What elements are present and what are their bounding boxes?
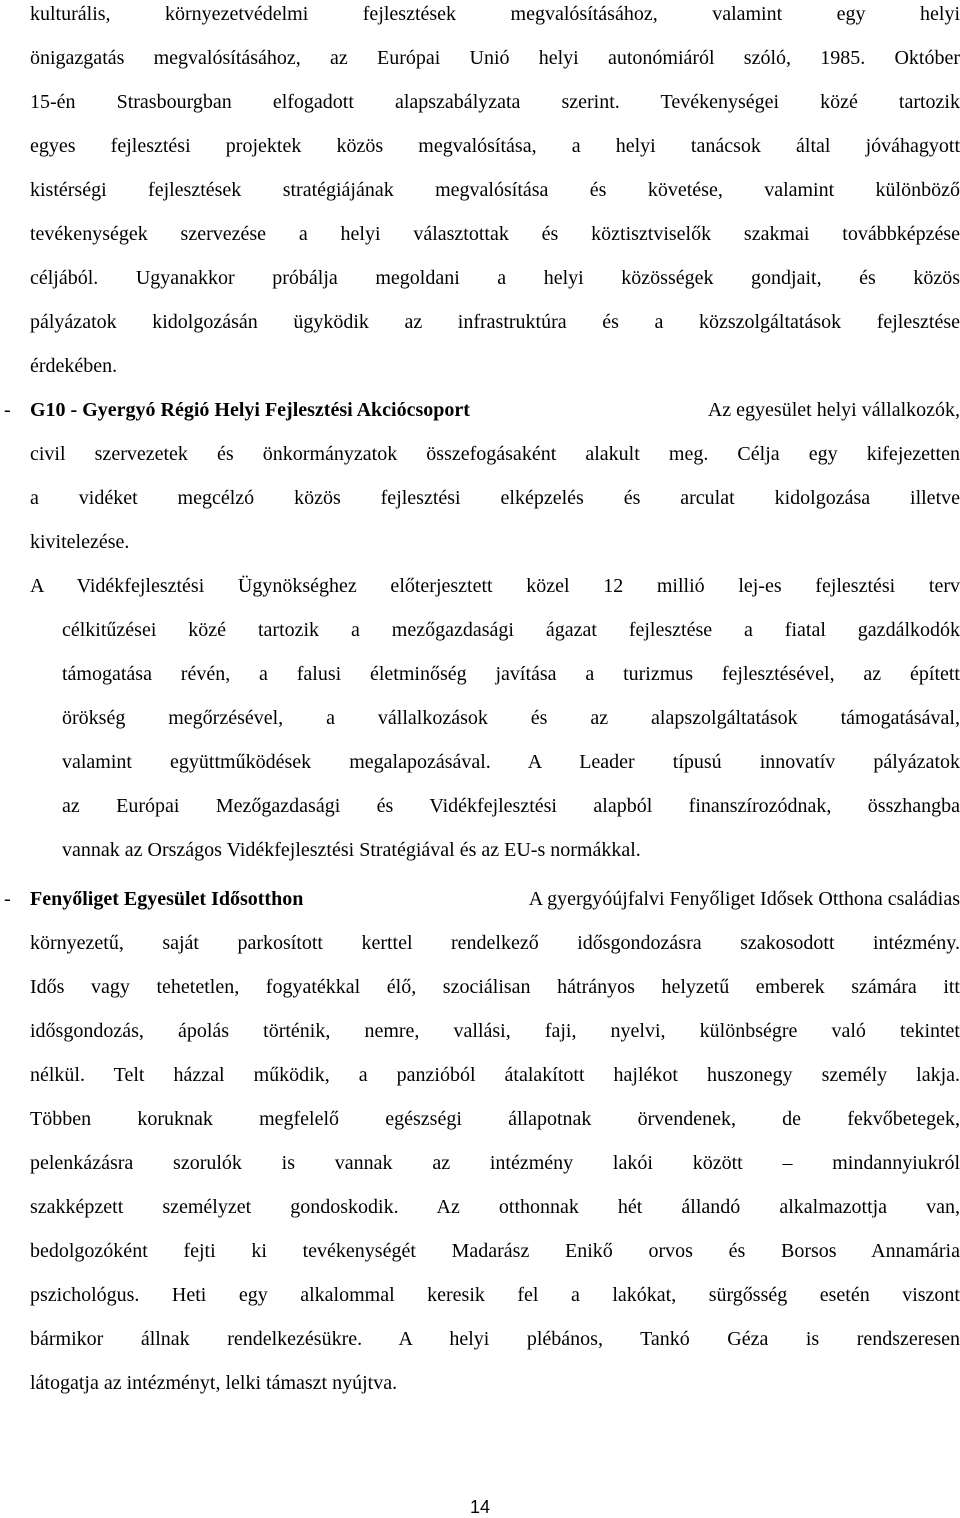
- text-line: valamint együttműködések megalapozásával. A Leader típusú innovatív pályázatok: [62, 751, 960, 773]
- text-line: civil szervezetek és önkormányzatok összefogásaként alakult meg. Célja egy kifejezetten: [30, 443, 960, 465]
- text-line: önigazgatás megvalósításához, az Európai Unió helyi autonómiáról szóló, 1985. Október: [30, 47, 960, 69]
- text-line: bedolgozóként fejti ki tevékenységét Madarász Enikő orvos és Borsos Annamária: [30, 1240, 960, 1262]
- item-title: Fenyőliget Egyesület Idősotthon: [30, 888, 304, 910]
- text-line: az Európai Mezőgazdasági és Vidékfejlesztési alapból finanszírozódnak, összhangba: [62, 795, 960, 817]
- text-line: A Vidékfejlesztési Ügynökséghez előterjesztett közel 12 millió lej-es fejlesztési terv: [30, 575, 960, 597]
- text-line: Többen koruknak megfelelő egészségi állapotnak örvendenek, de fekvőbetegek,: [30, 1108, 960, 1130]
- list-dash: -: [4, 888, 11, 910]
- text-line: kistérségi fejlesztések stratégiájának megvalósítása és követése, valamint különböző: [30, 179, 960, 201]
- text-line: egyes fejlesztési projektek közös megvalósítása, a helyi tanácsok által jóváhagyott: [30, 135, 960, 157]
- text-line: céljából. Ugyanakkor próbálja megoldani a helyi közösségek gondjait, és közös: [30, 267, 960, 289]
- text-line: kivitelezése.: [30, 531, 130, 553]
- text-line: támogatása révén, a falusi életminőség javítása a turizmus fejlesztésével, az épített: [62, 663, 960, 685]
- text-line: [30, 398, 960, 422]
- text-line: [30, 887, 960, 911]
- text-line: környezetű, saját parkosított kerttel rendelkező idősgondozásra szakosodott intézmény.: [30, 932, 960, 954]
- list-dash: -: [4, 399, 11, 421]
- text-line: nélkül. Telt házzal működik, a panzióból átalakított hajlékot huszonegy személy lakja.: [30, 1064, 960, 1086]
- item-title: G10 - Gyergyó Régió Helyi Fejlesztési Akciócsoport: [30, 399, 470, 421]
- item-text: A gyergyóújfalvi Fenyőliget Idősek Otthona családias: [528, 888, 960, 910]
- text-line: érdekében.: [30, 355, 118, 377]
- text-line: pelenkázásra szorulók is vannak az intézmény lakói között – mindannyiukról: [30, 1152, 960, 1174]
- page-number: 14: [469, 1497, 491, 1517]
- text-line: pszichológus. Heti egy alkalommal keresik fel a lakókat, sürgősség esetén viszont: [30, 1284, 960, 1306]
- text-line: célkitűzései közé tartozik a mezőgazdasági ágazat fejlesztése a fiatal gazdálkodók: [62, 619, 960, 641]
- text-line: örökség megőrzésével, a vállalkozások és az alapszolgáltatások támogatásával,: [62, 707, 960, 729]
- text-line: 15-én Strasbourgban elfogadott alapszabályzata szerint. Tevékenységei közé tartozik: [30, 91, 960, 113]
- text-line: vannak az Országos Vidékfejlesztési Stratégiával és az EU-s normákkal.: [62, 839, 641, 861]
- text-line: a vidéket megcélzó közös fejlesztési elképzelés és arculat kidolgozása illetve: [30, 487, 960, 509]
- text-line: bármikor állnak rendelkezésükre. A helyi plébános, Tankó Géza is rendszeresen: [30, 1328, 960, 1350]
- text-line: pályázatok kidolgozásán ügyködik az infrastruktúra és a közszolgáltatások fejlesztése: [30, 311, 960, 333]
- text-line: látogatja az intézményt, lelki támaszt nyújtva.: [30, 1372, 398, 1394]
- text-line: tevékenységek szervezése a helyi választottak és köztisztviselők szakmai továbbképzése: [30, 223, 960, 245]
- text-line: Idős vagy tehetetlen, fogyatékkal élő, szociálisan hátrányos helyzetű emberek számára itt: [30, 976, 960, 998]
- item-text: Az egyesület helyi vállalkozók,: [707, 399, 960, 421]
- text-line: szakképzett személyzet gondoskodik. Az otthonnak hét állandó alkalmazottja van,: [30, 1196, 960, 1218]
- text-line: idősgondozás, ápolás történik, nemre, vallási, faji, nyelvi, különbségre való tekintet: [30, 1020, 960, 1042]
- text-line: kulturális, környezetvédelmi fejlesztések megvalósításához, valamint egy helyi: [30, 3, 960, 25]
